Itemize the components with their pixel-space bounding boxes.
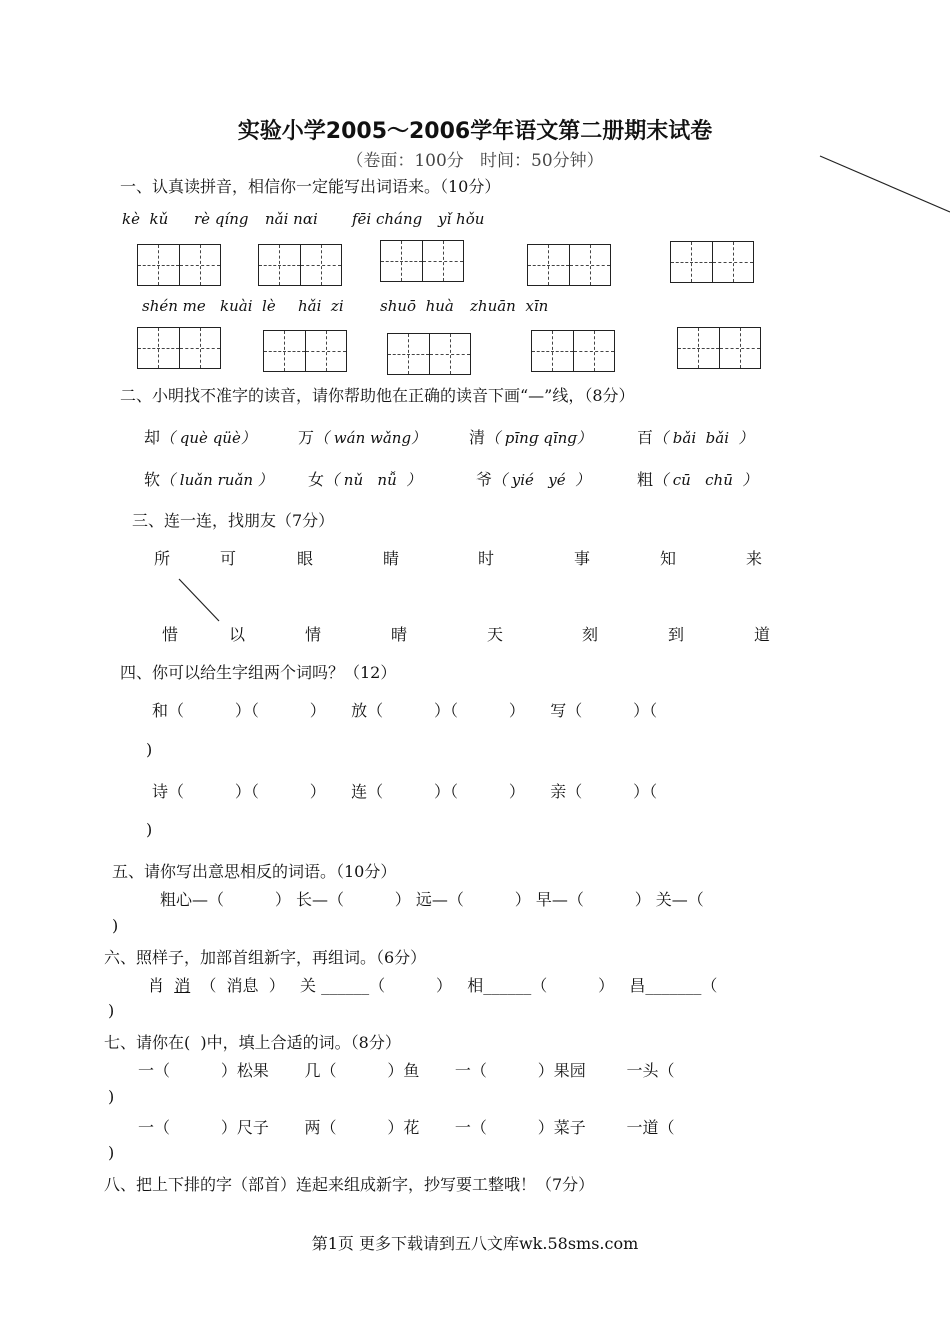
reading-item: 软（ luǎn ruǎn ） <box>144 470 273 489</box>
pinyin-7: kuài lè <box>220 297 276 315</box>
pinyin-9: shuō huà <box>380 297 454 315</box>
match-top[interactable]: 来 <box>746 549 763 568</box>
section7-heading: 七、请你在( )中，填上合适的词。（8分） <box>104 1033 401 1052</box>
page-subtitle: （卷面：100分 时间：50分钟） <box>346 151 604 171</box>
writing-grid[interactable] <box>137 244 221 286</box>
match-bottom[interactable]: 天 <box>487 625 504 644</box>
pinyin-4: fēi cháng <box>352 210 423 228</box>
measure-word-row[interactable]: 一（ ）松果 几（ ）鱼 一（ ）果园 一头（ <box>138 1061 675 1080</box>
writing-grid[interactable] <box>670 241 754 283</box>
word-row[interactable]: 和（ ）（ ） 放（ ）（ ） 写（ ）（ <box>152 701 658 720</box>
match-bottom[interactable]: 到 <box>668 625 685 644</box>
pinyin-5: yǐ hǒu <box>438 210 485 228</box>
row-tail: ) <box>146 820 153 839</box>
sample-connect-line <box>179 579 219 621</box>
pinyin-10: zhuān xīn <box>470 297 549 315</box>
word-row[interactable]: 诗（ ）（ ） 连（ ）（ ） 亲（ ）（ <box>152 782 658 801</box>
section4-heading: 四、你可以给生字组两个词吗？（12） <box>120 663 397 682</box>
match-top[interactable]: 睛 <box>383 549 400 568</box>
writing-grid[interactable] <box>527 244 611 286</box>
pinyin-2: rè qíng <box>194 210 249 228</box>
match-bottom[interactable]: 惜 <box>162 625 179 644</box>
match-top[interactable]: 时 <box>478 549 495 568</box>
reading-item: 清（ pīnɡ qīnɡ） <box>469 428 592 447</box>
pinyin-8: hǎi zi <box>298 297 344 315</box>
section3-heading: 三、连一连，找朋友（7分） <box>132 511 335 530</box>
match-top[interactable]: 知 <box>660 549 677 568</box>
match-top[interactable]: 眼 <box>297 549 314 568</box>
writing-grid[interactable] <box>387 333 471 375</box>
writing-grid[interactable] <box>258 244 342 286</box>
match-top[interactable]: 事 <box>574 549 591 568</box>
reading-item: 粗（ cū chū ） <box>637 470 758 489</box>
writing-grid[interactable] <box>531 330 615 372</box>
pinyin-6: shén me <box>142 297 206 315</box>
reading-item: 却（ què qüè） <box>144 428 256 447</box>
measure-word-row[interactable]: 一（ ）尺子 两（ ）花 一（ ）菜子 一道（ <box>138 1118 675 1137</box>
row-tail: ) <box>108 1087 115 1106</box>
writing-grid[interactable] <box>137 327 221 369</box>
writing-grid[interactable] <box>677 327 761 369</box>
writing-grid[interactable] <box>380 240 464 282</box>
antonym-row[interactable]: 粗心—（ ） 长—（ ） 远—（ ） 早—（ ） 关—（ <box>160 890 704 909</box>
section1-heading: 一、认真读拼音，相信你一定能写出词语来。（10分） <box>120 177 501 196</box>
section2-heading: 二、小明找不准字的读音，请你帮助他在正确的读音下画“—”线，（8分） <box>120 386 635 405</box>
writing-grid[interactable] <box>263 330 347 372</box>
match-bottom[interactable]: 刻 <box>582 625 599 644</box>
pinyin-1: kè kǔ <box>122 210 169 228</box>
row-tail: ) <box>112 916 119 935</box>
row-tail: ) <box>146 740 153 759</box>
radical-row: 肖 消 （ 消息 ） 关 ______（ ） 相______（ ） 昌_______（ <box>148 976 718 995</box>
match-bottom[interactable]: 晴 <box>391 625 408 644</box>
section8-heading: 八、把上下排的字（部首）连起来组成新字，抄写要工整哦！（7分） <box>104 1175 595 1194</box>
pinyin-3: nǎi nɑi <box>265 210 318 228</box>
reading-item: 百（ bǎi bǎi ） <box>637 428 754 447</box>
row-tail: ) <box>108 1001 115 1020</box>
row-tail: ) <box>108 1143 115 1162</box>
section5-heading: 五、请你写出意思相反的词语。（10分） <box>112 862 397 881</box>
match-top[interactable]: 所 <box>154 549 171 568</box>
match-top[interactable]: 可 <box>220 549 237 568</box>
page-title: 实验小学2005～2006学年语文第二册期末试卷 <box>237 119 713 144</box>
match-bottom[interactable]: 道 <box>754 625 771 644</box>
section6-heading: 六、照样子，加部首组新字，再组词。（6分） <box>104 948 427 967</box>
reading-item: 女（ nǔ nǚ ） <box>308 470 422 489</box>
match-bottom[interactable]: 以 <box>229 625 246 644</box>
reading-item: 爷（ yié yé ） <box>476 470 591 489</box>
match-bottom[interactable]: 情 <box>305 625 322 644</box>
reading-item: 万（ wán wǎng） <box>298 428 427 447</box>
page-footer: 第1页 更多下载请到五八文库wk.58sms.com <box>311 1234 639 1253</box>
